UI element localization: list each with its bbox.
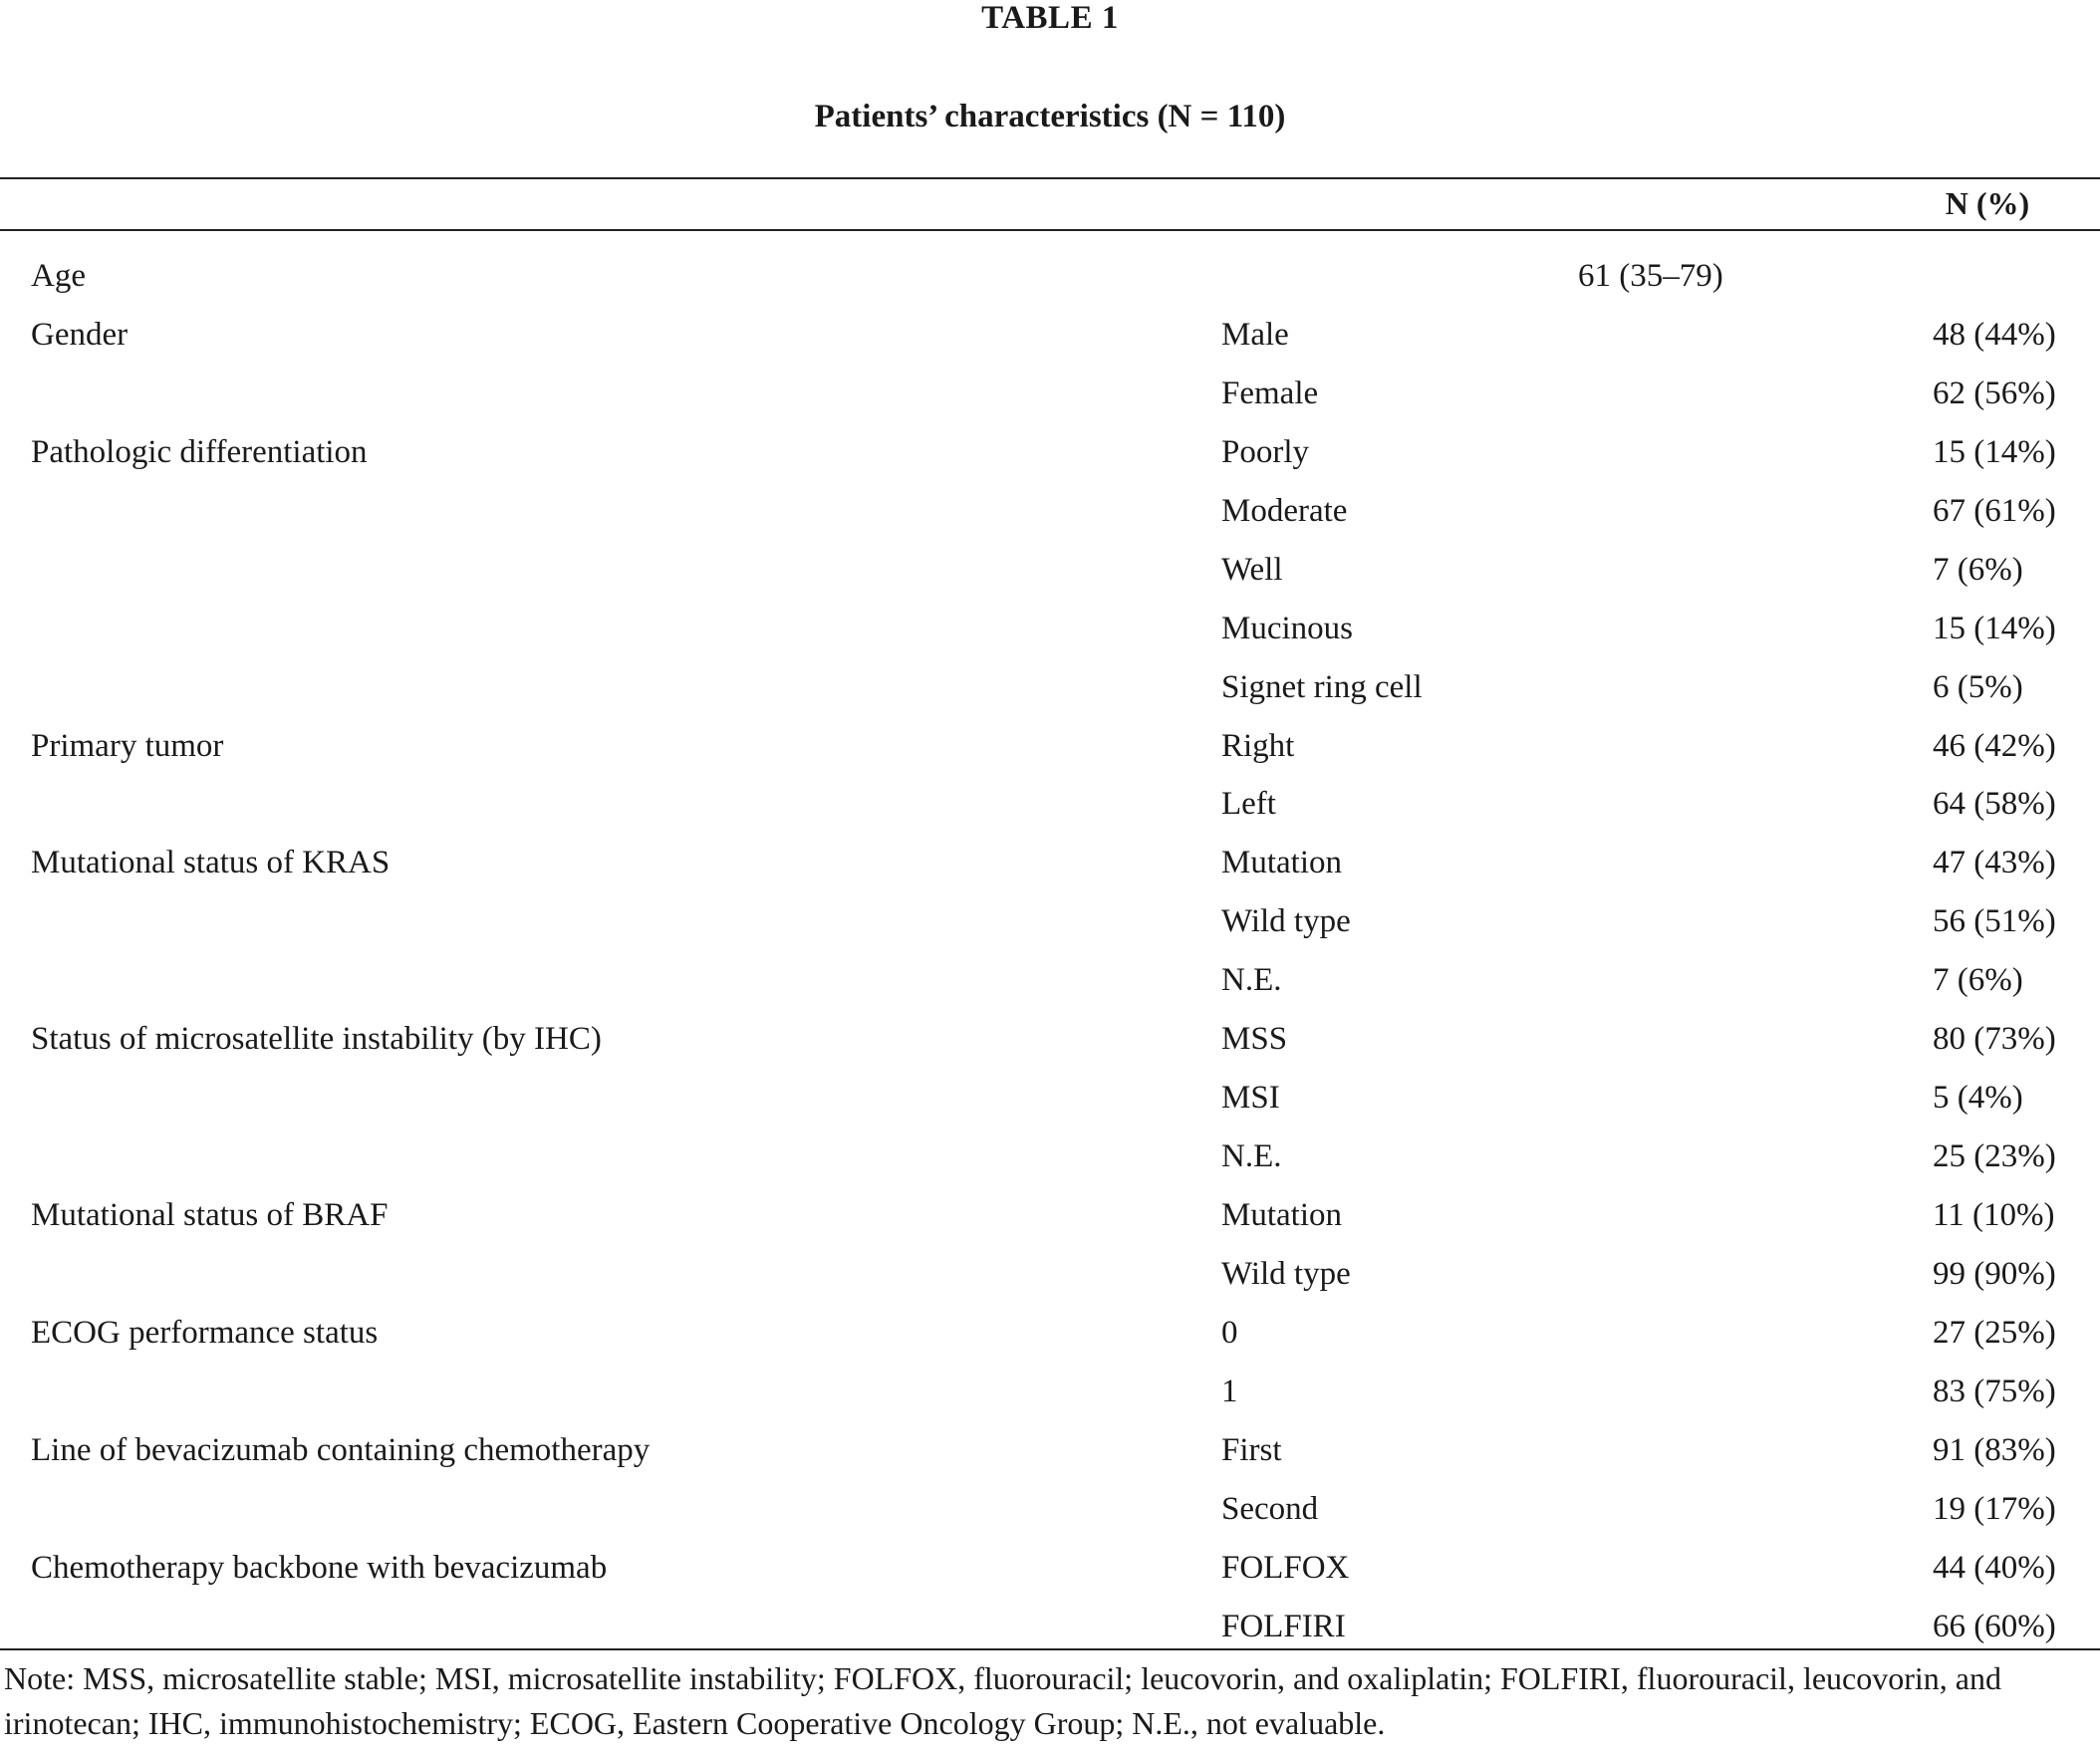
row-category: 0 [1221,1314,1238,1351]
row-label: Status of microsatellite instability (by IHC) [31,1021,602,1058]
row-value: 80 (73%) [1933,1021,2056,1058]
table-title: Patients’ characteristics (N = 110) [814,99,1286,134]
row-value: 99 (90%) [1933,1255,2056,1292]
row-label: Pathologic differentiation [31,433,368,470]
row-category: N.E. [1221,1138,1282,1175]
row-category: N.E. [1221,962,1282,999]
row-value: 91 (83%) [1933,1431,2056,1468]
table-row [0,1313,2100,1372]
row-value: 19 (17%) [1933,1490,2056,1527]
table-row [0,843,2100,901]
row-label: Age [31,258,86,294]
table-row [0,491,2100,550]
row-value: 48 (44%) [1933,316,2056,353]
row-category: Mucinous [1221,610,1353,646]
row-category: Female [1221,375,1319,411]
table-row [0,960,2100,1019]
row-label: Gender [31,316,129,353]
row-label: Mutational status of BRAF [31,1197,389,1233]
row-value: 11 (10%) [1933,1197,2055,1233]
table-top-rule [0,177,2100,179]
row-value: 27 (25%) [1933,1314,2056,1351]
row-value: 56 (51%) [1933,903,2056,940]
table-label: TABLE 1 [981,0,1119,36]
row-category: Well [1221,551,1283,588]
row-label: Primary tumor [31,727,224,764]
table-row [0,609,2100,667]
row-value: 25 (23%) [1933,1138,2056,1175]
row-value: 83 (75%) [1933,1373,2056,1409]
row-category: Poorly [1221,433,1310,470]
row-category: First [1221,1431,1282,1468]
table-header-rule [0,229,2100,231]
row-summary-value: 61 (35–79) [1578,258,1723,294]
row-value: 66 (60%) [1933,1608,2056,1644]
row-category: Mutation [1221,845,1342,881]
column-header-n-percent: N (%) [1945,185,2030,221]
table-row [0,1548,2100,1607]
table-row [0,374,2100,432]
row-label: Mutational status of KRAS [31,845,391,881]
table-row [0,256,2100,315]
row-value: 15 (14%) [1933,610,2056,646]
table-row [0,550,2100,609]
table-row [0,726,2100,785]
row-value: 5 (4%) [1933,1080,2023,1117]
row-label: Line of bevacizumab containing chemotherapy [31,1431,651,1468]
row-value: 44 (40%) [1933,1549,2056,1586]
table-row [0,1195,2100,1254]
table-row [0,432,2100,491]
row-category: MSI [1221,1080,1280,1117]
row-value: 15 (14%) [1933,433,2056,470]
row-value: 7 (6%) [1933,962,2023,999]
row-label: Chemotherapy backbone with bevacizumab [31,1549,608,1586]
table-row [0,1136,2100,1195]
row-value: 7 (6%) [1933,551,2023,588]
row-category: FOLFOX [1221,1549,1350,1586]
row-category: Wild type [1221,1255,1351,1292]
row-value: 64 (58%) [1933,786,2056,823]
table-row [0,315,2100,374]
row-category: Left [1221,786,1276,823]
table-bottom-rule [0,1648,2100,1650]
table-row [0,784,2100,843]
row-value: 6 (5%) [1933,668,2023,705]
table-row [0,1254,2100,1313]
row-category: FOLFIRI [1221,1608,1346,1644]
table-note: Note: MSS, microsatellite stable; MSI, microsatellite instability; FOLFOX, fluorouracil; leucovorin, and oxaliplatin; FOLFIRI, fluorouracil, leucovorin, and irinotecan; IHC, immunohistochemistry; ECOG, Eastern Cooperative Oncology Group; N.E., not evaluable. [4,1660,2001,1741]
row-category: Wild type [1221,903,1351,940]
table-row [0,901,2100,960]
row-category: MSS [1221,1021,1288,1058]
row-category: Moderate [1221,492,1348,529]
table-row [0,1019,2100,1078]
row-category: Signet ring cell [1221,668,1423,705]
row-category: Second [1221,1490,1319,1527]
table-row [0,667,2100,726]
row-value: 67 (61%) [1933,492,2056,529]
row-value: 47 (43%) [1933,845,2056,881]
table-row [0,1489,2100,1548]
table-row [0,1078,2100,1136]
row-category: Right [1221,727,1295,764]
row-category: Male [1221,316,1289,353]
row-category: 1 [1221,1373,1238,1409]
table-row [0,1372,2100,1430]
row-value: 46 (42%) [1933,727,2056,764]
table-body [0,256,2100,1665]
row-category: Mutation [1221,1197,1342,1233]
row-value: 62 (56%) [1933,375,2056,411]
table-row [0,1430,2100,1489]
row-label: ECOG performance status [31,1314,379,1351]
